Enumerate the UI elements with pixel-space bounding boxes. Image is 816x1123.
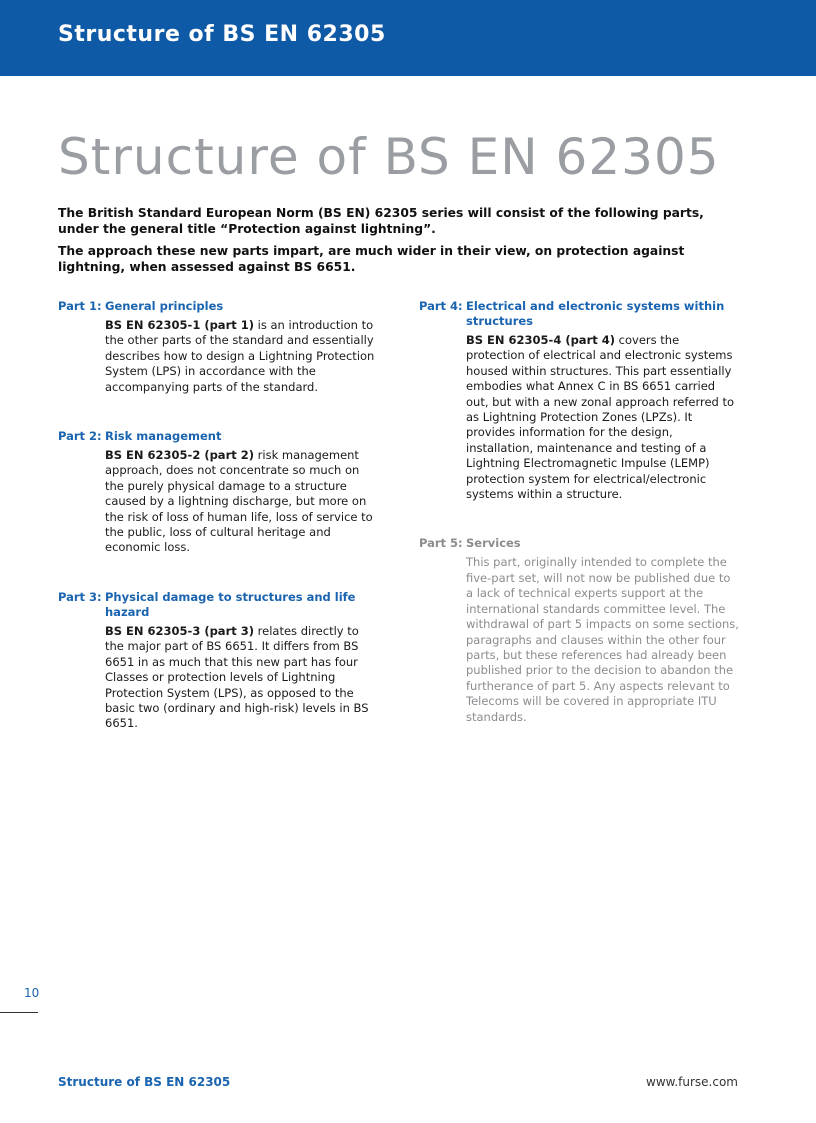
part-5-heading: [419, 536, 739, 551]
part-5: [419, 536, 739, 724]
part-2-body: [105, 448, 378, 556]
part-4-body: [466, 333, 739, 502]
part-5-body: This part, originally intended to complete the five-part set, will not now be published due to a lack of technical experts support at the international standards committee level. The withdrawal of part 5 impacts on some sections, paragraphs and clauses within the other four parts, but these references had already been published prior to the decision to abandon the furtherance of part 5. Any aspects relevant to Telecoms will be covered in appropriate ITU standards.: [466, 555, 739, 724]
part-3-ref: BS EN 62305-3 (part 3): [105, 623, 255, 638]
part-4-text: covers the protection of electrical and electronic systems housed within structures. This part essentially embodies what Annex C in BS 6651 carried out, but with a new zonal approach referred to as Lightning Protection Zones (LPZs). It provides information for the design, installation, maintenance and testing of a Lightning Electromagnetic Impulse (LEMP) protection system for electrical/electronic systems within a structure.: [466, 333, 735, 502]
page-number: 10: [24, 986, 40, 1000]
header-banner: [0, 0, 816, 76]
part-2-title: Risk management: [105, 429, 222, 444]
part-2-number: Part 2:: [58, 429, 102, 444]
part-5-title: Services: [466, 536, 521, 551]
part-3-heading: [58, 590, 378, 620]
part-3-title: Physical damage to structures and life hazard: [105, 589, 356, 619]
intro-paragraph-2: The approach these new parts impart, are much wider in their view, on protection against lightning, when assessed against BS 6651.: [58, 244, 685, 274]
intro: [58, 205, 748, 281]
right-column: [419, 299, 739, 759]
footer-title: Structure of BS EN 62305: [58, 1075, 231, 1089]
part-1: [58, 299, 378, 395]
banner-title: Structure of BS EN 62305: [58, 22, 386, 47]
part-2-heading: [58, 429, 378, 444]
footer-website-link[interactable]: www.furse.com: [646, 1075, 738, 1089]
part-3-text: relates directly to the major part of BS 6651. It differs from BS 6651 in as much that this new part has four Classes or protection levels of Lightning Protection System (LPS), as opposed to the basic two (ordinary and high-risk) levels in BS 6651.: [105, 623, 369, 731]
part-1-text: is an introduction to the other parts of the standard and essentially describes how to design a Lightning Protection System (LPS) in accordance with the accompanying parts of the standard.: [105, 318, 375, 394]
page-number-rule: [0, 1012, 38, 1013]
part-2: [58, 429, 378, 556]
part-2-text: risk management approach, does not concentrate so much on the purely physical damage to a structure caused by a lightning discharge, but more on the risk of loss of human life, loss of service to the public, loss of cultural heritage and economic loss.: [105, 448, 373, 555]
part-1-heading: [58, 299, 378, 314]
left-column: [58, 299, 378, 766]
part-4-number: Part 4:: [419, 299, 463, 313]
part-5-number: Part 5:: [419, 536, 463, 551]
part-1-number: Part 1:: [58, 299, 102, 313]
part-1-body: [105, 318, 378, 395]
part-1-title: General principles: [105, 299, 224, 313]
part-3: [58, 590, 378, 732]
part-4-ref: BS EN 62305-4 (part 4): [466, 333, 616, 347]
intro-paragraph-1: The British Standard European Norm (BS EN) 62305 series will consist of the following parts, under the general title “Protection against lightning”.: [58, 206, 704, 236]
part-3-number: Part 3:: [58, 589, 102, 604]
part-3-body: [105, 624, 378, 732]
part-4-heading: [419, 299, 739, 329]
part-1-ref: BS EN 62305-1 (part 1): [105, 318, 255, 332]
part-4: [419, 299, 739, 502]
page-title: Structure of BS EN 62305: [58, 128, 720, 186]
part-4-title: Electrical and electronic systems within structures: [466, 299, 725, 328]
part-2-ref: BS EN 62305-2 (part 2): [105, 448, 255, 463]
